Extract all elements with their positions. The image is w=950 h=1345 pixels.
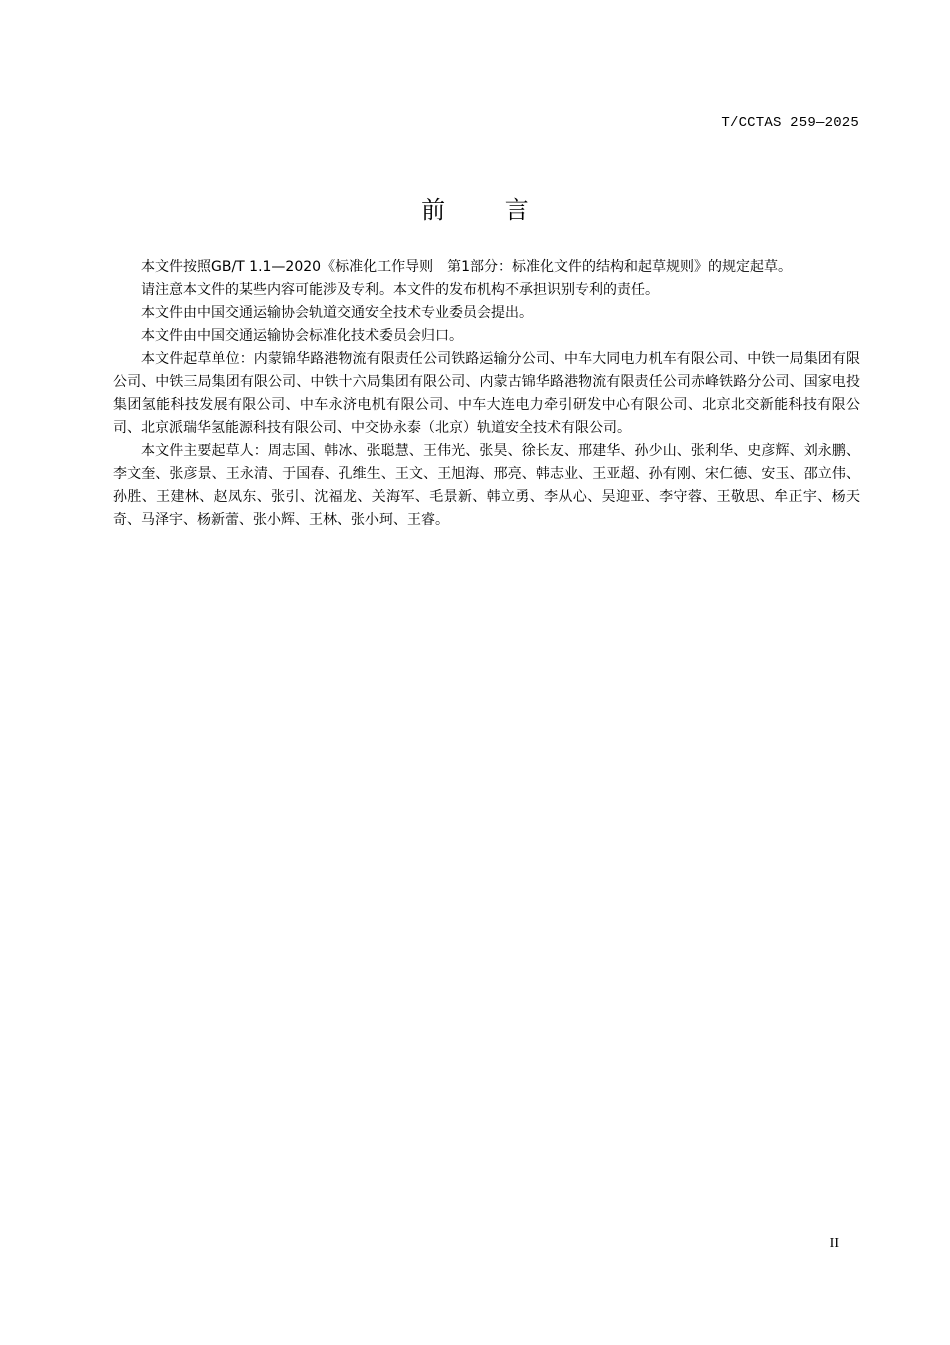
- paragraph-main-drafters: 本文件主要起草人：周志国、韩冰、张聪慧、王伟光、张昊、徐长友、邢建华、孙少山、张利华、史彦辉、刘永鹏、李文奎、张彦景、王永清、于国春、孔维生、王文、王旭海、邢亮、韩志业、王亚超、孙有刚、宋仁德、安玉、邵立伟、孙胜、王建林、赵凤东、张引、沈福龙、关海军、毛景新、韩立勇、李从心、吴迎亚、李守蓉、王敬思、牟正宇、杨天奇、马泽宇、杨新蕾、张小辉、王林、张小珂、王睿。: [113, 443, 860, 528]
- page-number: II: [829, 1236, 839, 1251]
- paragraph-drafting-rules: 本文件按照GB/T 1.1—2020《标准化工作导则 第1部分：标准化文件的结构和起草规则》的规定起草。: [141, 259, 792, 275]
- paragraph-centralized-by: 本文件由中国交通运输协会标准化技术委员会归口。: [141, 328, 463, 344]
- paragraph-patent-notice: 请注意本文件的某些内容可能涉及专利。本文件的发布机构不承担识别专利的责任。: [141, 282, 659, 298]
- paragraph-proposer: 本文件由中国交通运输协会轨道交通安全技术专业委员会提出。: [141, 305, 533, 321]
- paragraph-drafting-organizations: 本文件起草单位：内蒙锦华路港物流有限责任公司铁路运输分公司、中车大同电力机车有限公司、中铁一局集团有限公司、中铁三局集团有限公司、中铁十六局集团有限公司、内蒙古锦华路港物流有限责任公司赤峰铁路分公司、国家电投集团氢能科技发展有限公司、中车永济电机有限公司、中车大连电力牵引研发中心有限公司、北京北交新能科技有限公司、北京派瑞华氢能源科技有限公司、中交协永泰（北京）轨道安全技术有限公司。: [113, 351, 860, 436]
- page-title: 前 言: [421, 196, 555, 224]
- foreword-body: [113, 256, 860, 532]
- document-code: T/CCTAS 259—2025: [721, 115, 859, 131]
